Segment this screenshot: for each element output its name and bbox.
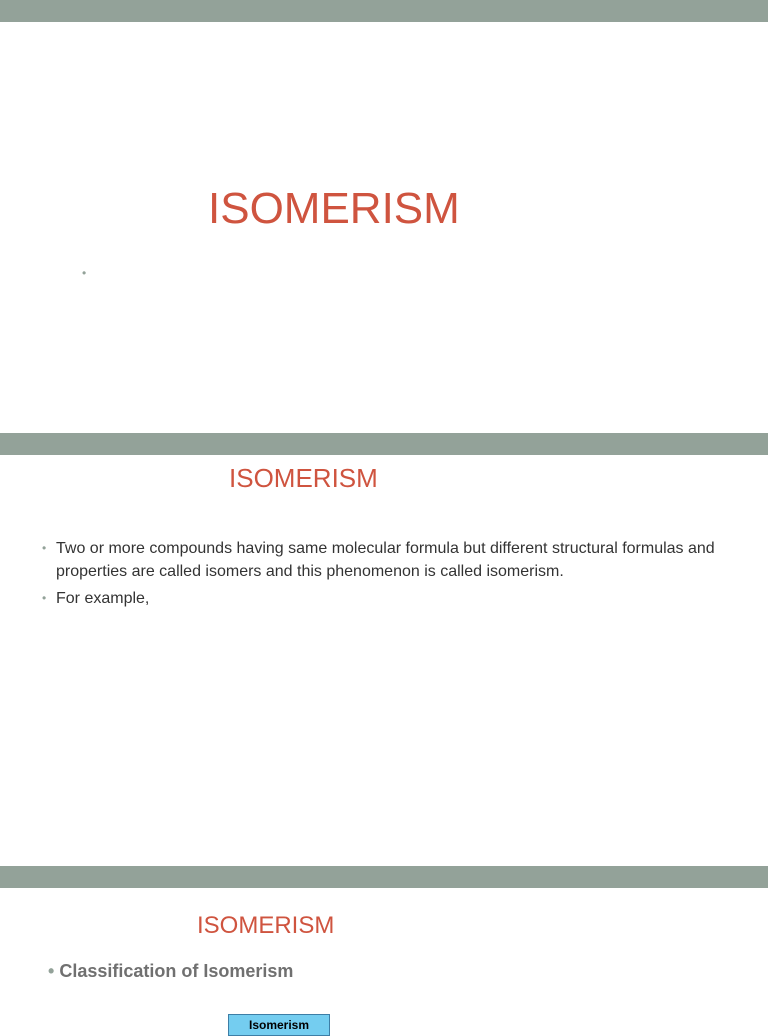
bullet-icon: • xyxy=(48,961,55,981)
list-item xyxy=(42,587,732,610)
bullet-icon: • xyxy=(42,541,47,555)
slide-2-bullet-list xyxy=(42,537,732,614)
slide-1-top-band xyxy=(0,0,768,22)
slide-3-subheading xyxy=(48,961,293,982)
slide-3 xyxy=(0,888,768,1032)
slide-2-top-band xyxy=(0,433,768,455)
isomerism-box: Isomerism xyxy=(228,1014,330,1036)
slide-1 xyxy=(0,22,768,433)
slide-1-empty-bullet: • xyxy=(82,266,87,280)
slide-3-top-band xyxy=(0,866,768,888)
bullet-icon: • xyxy=(42,591,47,605)
slide-1-title: ISOMERISM xyxy=(208,184,460,233)
slide-2 xyxy=(0,455,768,866)
list-item-text: Two or more compounds having same molecular formula but different structural formulas and properties are called isomers and this phenomenon is called isomerism. xyxy=(56,540,715,580)
slide-2-title: ISOMERISM xyxy=(229,463,378,493)
list-item-text: For example, xyxy=(56,590,150,607)
list-item xyxy=(42,537,732,583)
slide-3-title: ISOMERISM xyxy=(197,912,335,939)
subheading-text: Classification of Isomerism xyxy=(59,961,294,981)
